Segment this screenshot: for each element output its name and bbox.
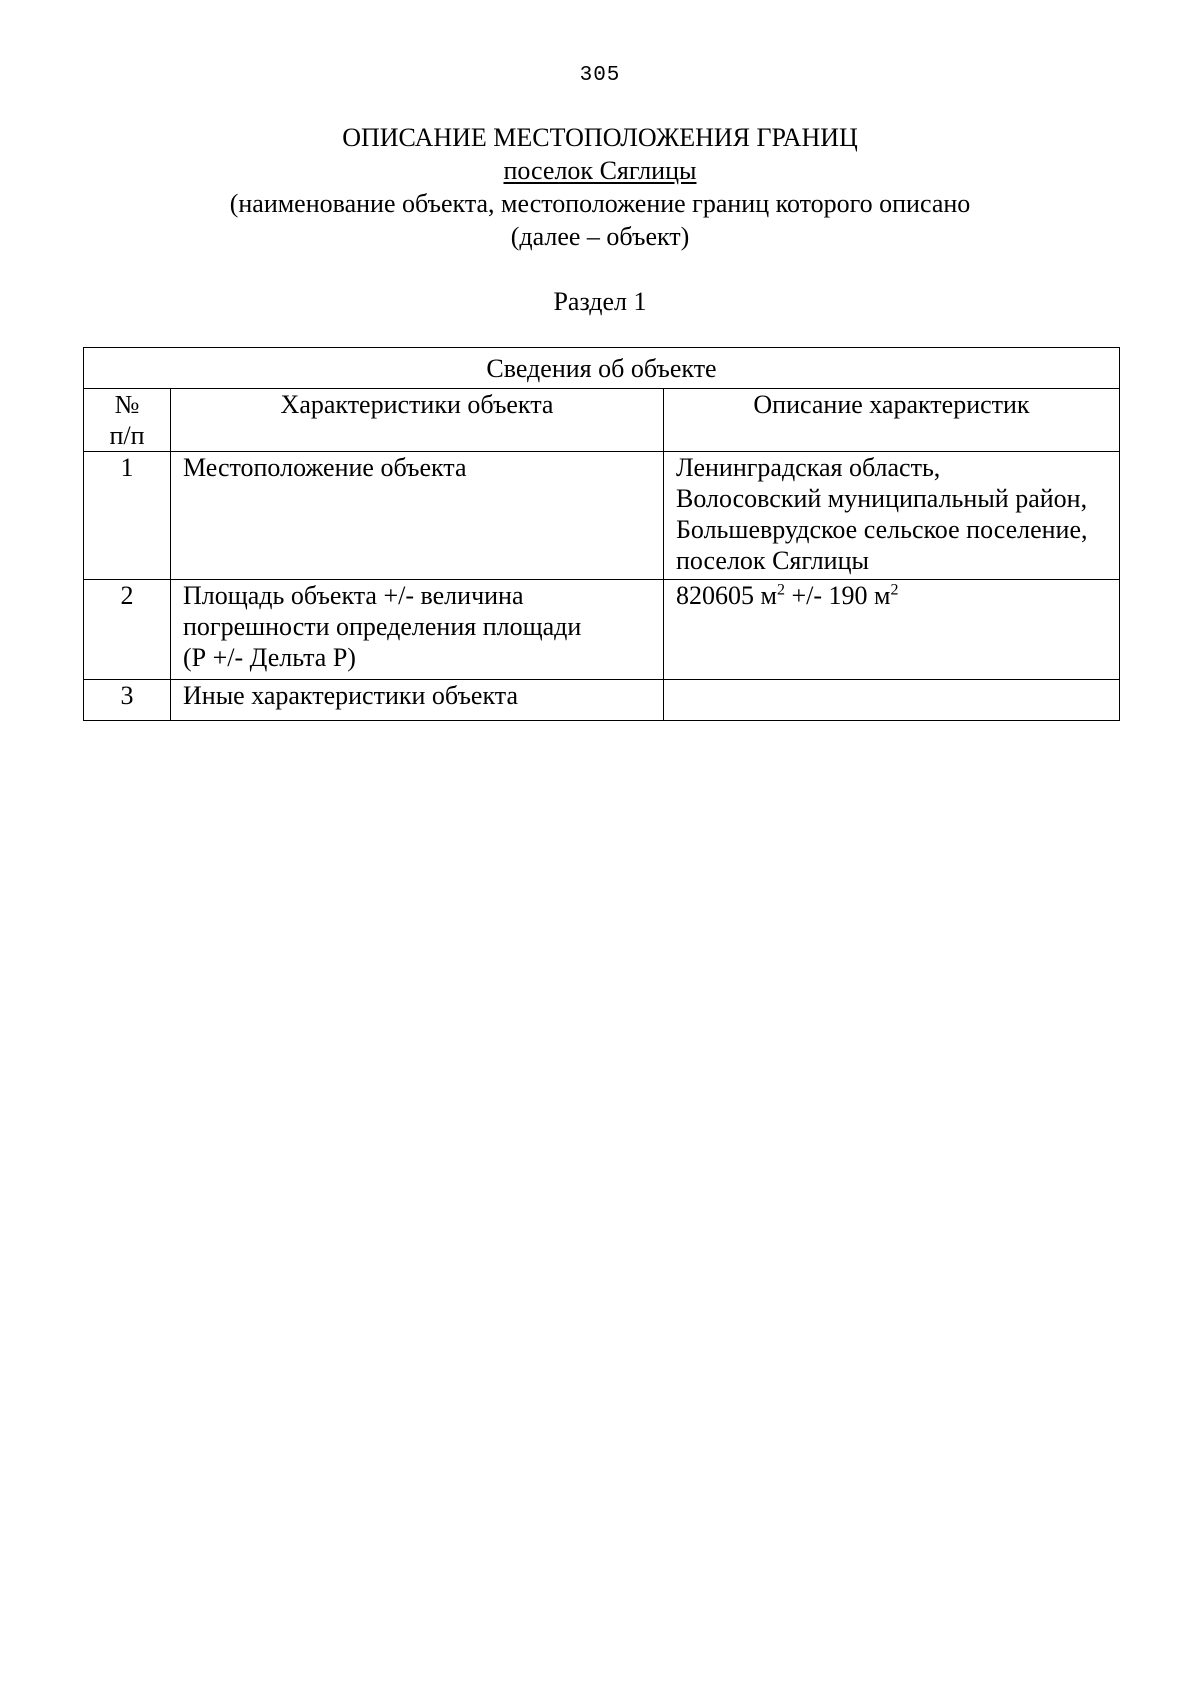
row-description: Ленинградская область, Волосовский муниципальный район, Большеврудское сельское поселение, поселок Сяглицы <box>664 452 1120 580</box>
object-note-line-2: (далее – объект) <box>510 222 690 251</box>
row-num: 2 <box>84 580 171 680</box>
table-caption-row <box>84 348 1120 389</box>
table-row <box>84 452 1120 580</box>
area-tolerance: +/- 190 м <box>784 581 891 610</box>
row-num: 1 <box>84 452 171 580</box>
document-title: ОПИСАНИЕ МЕСТОПОЛОЖЕНИЯ ГРАНИЦ <box>342 123 858 152</box>
object-name: поселок Сяглицы <box>503 156 697 185</box>
table-caption: Сведения об объекте <box>84 348 1120 389</box>
tolerance-unit-exponent: 2 <box>890 581 899 599</box>
row-description <box>664 680 1120 721</box>
object-note-line-1: (наименование объекта, местоположение границ которого описано <box>229 189 971 218</box>
section-title: Раздел 1 <box>553 287 647 316</box>
row-characteristic: Площадь объекта +/- величина погрешности определения площади (Р +/- Дельта Р) <box>171 580 664 680</box>
row-num: 3 <box>84 680 171 721</box>
object-info-table <box>83 347 1120 721</box>
header-num: № п/п <box>84 389 171 452</box>
table-header-row <box>84 389 1120 452</box>
header-characteristic: Характеристики объекта <box>171 389 664 452</box>
header-description: Описание характеристик <box>664 389 1120 452</box>
page-number: 305 <box>579 64 621 87</box>
area-unit-exponent: 2 <box>776 581 785 599</box>
row-characteristic: Иные характеристики объекта <box>171 680 664 721</box>
table-row <box>84 580 1120 680</box>
area-value: 820605 м <box>676 581 777 610</box>
table-row <box>84 680 1120 721</box>
row-description <box>664 580 1120 680</box>
document-heading <box>0 121 1200 253</box>
row-characteristic: Местоположение объекта <box>171 452 664 580</box>
